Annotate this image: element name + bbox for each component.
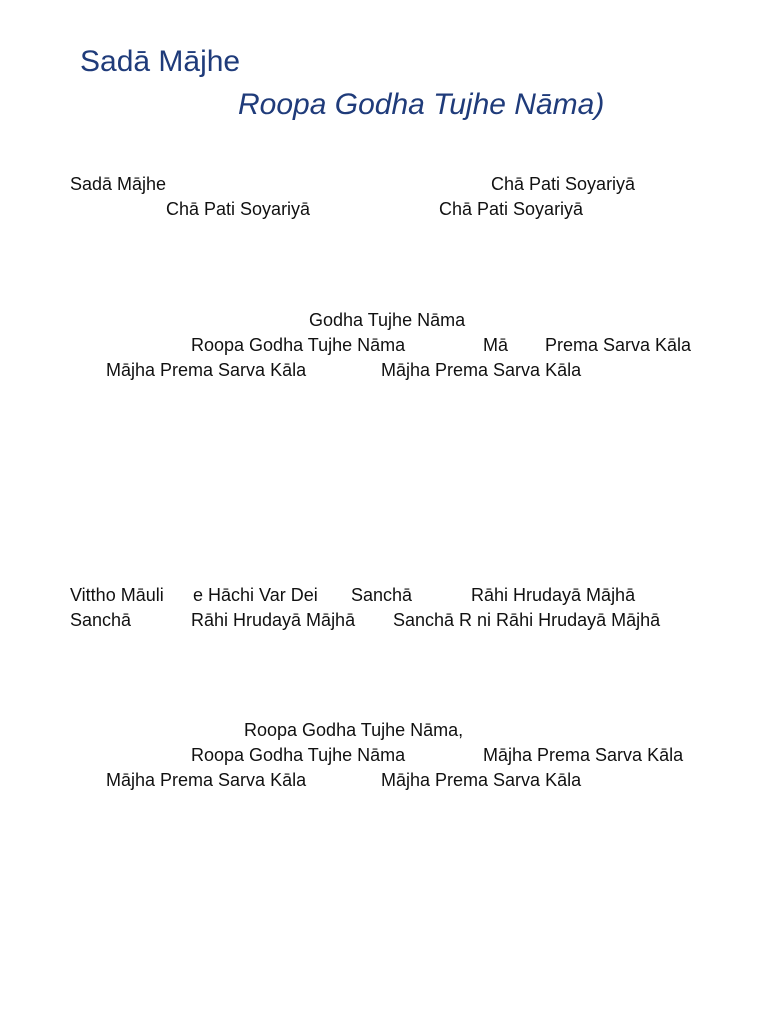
stanza2-line3-a: Mājha Prema Sarva Kāla — [106, 360, 307, 380]
stanza4-line1: Roopa Godha Tujhe Nāma, — [244, 720, 464, 740]
stanza1-line1-b: Chā Pati Soyariyā — [491, 174, 636, 194]
stanza3-line1-b: e Hāchi Var Dei — [193, 585, 318, 605]
stanza3-line2-a: Sanchā — [70, 610, 132, 630]
title-line-1: Sadā Mājhe — [80, 45, 241, 78]
stanza2-line2-b: Mā — [483, 335, 509, 355]
stanza3-line1-a: Vittho Māuli — [70, 585, 164, 605]
stanza3-line2-b: Rāhi Hrudayā Mājhā — [191, 610, 356, 630]
stanza2-line1: Godha Tujhe Nāma — [309, 310, 466, 330]
stanza4-line2-b: Mājha Prema Sarva Kāla — [483, 745, 684, 765]
stanza2-line3-b: Mājha Prema Sarva Kāla — [381, 360, 582, 380]
stanza3-line1-c: Sanchā — [351, 585, 413, 605]
title-line-2: Roopa Godha Tujhe Nāma) — [238, 88, 605, 121]
stanza1-line1-a: Sadā Mājhe — [70, 174, 167, 194]
stanza1-line2-b: Chā Pati Soyariyā — [439, 199, 584, 219]
stanza4-line3-b: Mājha Prema Sarva Kāla — [381, 770, 582, 790]
stanza2-line2-a: Roopa Godha Tujhe Nāma — [191, 335, 406, 355]
stanza2-line2-c: Prema Sarva Kāla — [545, 335, 692, 355]
stanza1-line2-a: Chā Pati Soyariyā — [166, 199, 311, 219]
stanza3-line1-d: Rāhi Hrudayā Mājhā — [471, 585, 636, 605]
stanza4-line3-a: Mājha Prema Sarva Kāla — [106, 770, 307, 790]
stanza4-line2-a: Roopa Godha Tujhe Nāma — [191, 745, 406, 765]
stanza3-line2-c: Sanchā R ni Rāhi Hrudayā Mājhā — [393, 610, 661, 630]
